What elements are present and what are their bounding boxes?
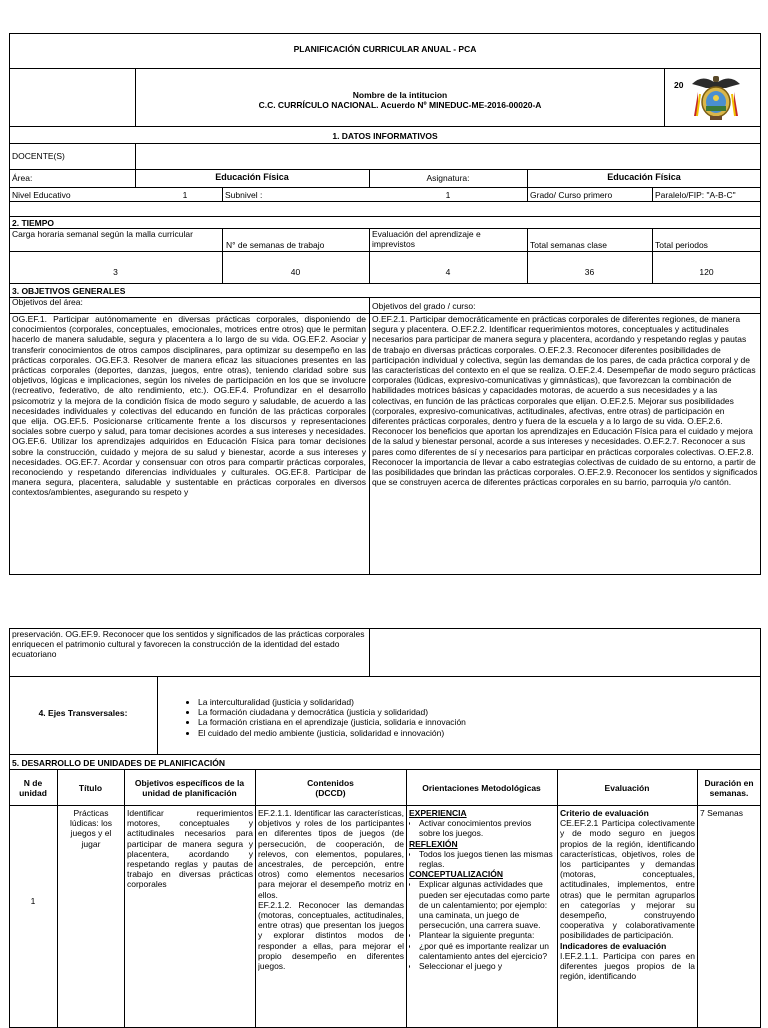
- orient-experiencia-heading: EXPERIENCIA: [409, 808, 467, 818]
- area-label: Área:: [12, 173, 33, 183]
- docente-value-cell: [135, 143, 136, 169]
- orient-item: • Seleccionar el juego y: [419, 961, 555, 971]
- objetivos-grado-label: Objetivos del grado / curso:: [372, 301, 476, 311]
- ejes-item: • El cuidado del medio ambiente (justicia, solidaridad e innovación): [198, 728, 748, 738]
- grid-line: [652, 187, 653, 201]
- objetivos-area-label: Objetivos del área:: [12, 297, 83, 307]
- eval-criterio-text: CE.EF.2.1 Participa colectivamente y de modo seguro en juegos propios de la región, identificando características, objetivos, roles de los participantes y demandas (motoras, conceptuales, actitudinales, implementos, entre otras) que le permitan agruparlos en categorías y mejorar su desempeño, construyendo cooperativa y colaborativamente posibilidades de participación.: [560, 818, 695, 941]
- unit-contenido-item: EF.2.1.1. Identificar las características, objetivos y roles de los participantes en diferentes tipos de juegos (de persecución, de cooperación, de relevos, con elementos, populares, ancestrales, de percepción, entre otros) como elementos necesarios para mejorar el desempeño motriz en ellos.: [258, 808, 404, 900]
- orient-item: • Todos los juegos tienen las mismas reglas.: [419, 849, 555, 869]
- divider: [9, 143, 761, 144]
- col-header-numero: N de unidad: [19, 778, 47, 799]
- tiempo-value: 40: [290, 267, 301, 277]
- unit-contenido-item: EF.2.1.2. Reconocer las demandas (motoras, conceptuales, actitudinales, entre otras) que presentan los juegos y explorar distintos modos de responder a ellas, para mejorar el propio desempeño en diferentes juegos.: [258, 899, 404, 972]
- grid-line: [369, 297, 370, 575]
- grid-line: [369, 628, 370, 676]
- grid-line: [406, 769, 407, 1028]
- grid-line: [527, 187, 528, 201]
- year-label: 20: [674, 80, 684, 90]
- orient-reflexion-heading: REFLEXIÓN: [409, 838, 458, 849]
- objetivos-area-text: OG.EF.1. Participar autónomamente en diversas prácticas corporales, disponiendo de conocimientos (corporales, conceptuales, emocionales, motrices entre otros) que le permitan hacerlo de manera saludable, segura y placentera a lo largo de su vida. OG.EF.2. Asociar y transferir conocimientos de otros campos disciplinares, para optimizar su desempeño en las prácticas corporales. OG.EF.3. Resolver de manera eficaz las situaciones presentes en las prácticas corporales (deportes, danzas, juegos, entre otras), teniendo claridad sobre sus objetivos, lógicas e implicaciones, según los niveles de participación en los que se involucre (recreativo, federativo, de alto rendimiento, etc.). OG.EF.4. Profundizar en el desarrollo psicomotriz y la mejora de la condición física de modo seguro y saludable, de acuerdo a las necesidades individuales y colectivas del educando en función de las prácticas corporales que elija. OG.EF.5. Posicionarse críticamente frente a los discursos y representaciones sociales sobre cuerpo y salud, para tomar decisiones acordes a sus intereses y necesidades. OG.EF.6. Utilizar los aprendizajes adquiridos en Educación Física para tomar decisiones sobre la construcción, cuidado y mejora de su salud y bienestar, acorde a sus intereses y necesidades. OG.EF.7. Acordar y consensuar con otros para compartir prácticas corporales, reconociendo y respetando diferencias individuales y culturales. OG.EF.8. Participar de manera segura, placentera, saludable y sustentable en prácticas corporales en diversos contextos/ambientes, asegurando su respeto y: [12, 314, 366, 498]
- col-header-objetivos: Objetivos específicos de la unidad de planificación: [134, 778, 245, 799]
- divider: [9, 769, 761, 770]
- docente-label: DOCENTE(S): [12, 151, 65, 161]
- section-desarrollo-title: 5. DESARROLLO DE UNIDADES DE PLANIFICACIÓN: [12, 758, 225, 768]
- ejes-item: • La formación ciudadana y democrática (justicia y solidaridad): [198, 707, 748, 717]
- section-tiempo-title: 2. TIEMPO: [12, 218, 55, 228]
- ejes-label: 4. Ejes Transversales:: [38, 708, 128, 718]
- tiempo-header: Carga horaria semanal según la malla curricular: [12, 229, 193, 239]
- ejes-item: • La interculturalidad (justicia y solidaridad): [198, 697, 748, 707]
- eval-criterio-heading: Criterio de evaluación: [560, 808, 649, 818]
- grid-line: [557, 769, 558, 1028]
- orient-item: • Activar conocimientos previos sobre los juegos.: [419, 818, 555, 838]
- page-title: PLANIFICACIÓN CURRICULAR ANUAL - PCA: [293, 44, 477, 54]
- grado-label: Grado/ Curso primero: [530, 190, 613, 200]
- grid-line: [124, 769, 125, 1028]
- divider: [9, 187, 761, 188]
- asignatura-label: Asignatura:: [426, 173, 470, 183]
- unit-numero: 1: [30, 896, 36, 906]
- tiempo-header: Evaluación del aprendizaje e imprevistos: [372, 229, 481, 250]
- unit-contenidos: [258, 808, 404, 1024]
- divider: [9, 126, 761, 127]
- institution-label: Nombre de la intitucion: [352, 90, 448, 100]
- divider: [9, 676, 761, 677]
- area-value: Educación Física: [215, 172, 289, 182]
- col-header-duracion: Duración en semanas.: [704, 778, 754, 799]
- ecuador-coat-of-arms-logo: [688, 70, 744, 122]
- curriculum-label: C.C. CURRÍCULO NACIONAL. Acuerdo Nº MINEDUC-ME-2016-00020-A: [258, 100, 542, 110]
- objetivos-continuation-text: preservación. OG.EF.9. Reconocer que los sentidos y significados de las prácticas corporales enriquecen el patrimonio cultural y favorecen la construcción de la identidad del estado ecuatoriano: [12, 629, 365, 660]
- unit-duracion: 7 Semanas: [700, 808, 743, 818]
- section-objetivos-title: 3. OBJETIVOS GENERALES: [12, 286, 126, 296]
- divider: [9, 297, 761, 298]
- col-header-contenidos-line: Contenidos: [307, 778, 354, 788]
- divider: [9, 754, 761, 755]
- grid-line: [222, 187, 223, 201]
- tiempo-value: 120: [699, 267, 714, 277]
- section-datos-title: 1. DATOS INFORMATIVOS: [332, 131, 438, 141]
- orient-concept-heading: CONCEPTUALIZACIÓN: [409, 869, 503, 880]
- tiempo-header: Total periodos: [655, 240, 708, 250]
- paralelo-label: Paralelo/FIP: "A-B-C": [655, 190, 736, 200]
- orient-item: • ¿por qué es importante realizar un calentamiento antes del ejercicio?: [419, 941, 555, 961]
- grid-line: [157, 676, 158, 754]
- ejes-item: • La formación cristiana en el aprendizaje (justicia, solidaria e innovación: [198, 717, 748, 727]
- nivel-label: Nivel Educativo: [12, 190, 71, 200]
- divider: [9, 201, 761, 202]
- unit-orientaciones: [409, 808, 555, 1024]
- eval-indicadores-heading: Indicadores de evaluación: [560, 940, 667, 951]
- grid-line: [697, 769, 698, 1028]
- col-header-orientaciones: Orientaciones Metodológicas: [422, 783, 541, 793]
- tiempo-header: N° de semanas de trabajo: [226, 240, 325, 250]
- grid-line: [57, 769, 58, 1028]
- tiempo-header: Total semanas clase: [530, 240, 608, 250]
- col-header-evaluacion: Evaluación: [604, 783, 650, 793]
- subnivel-label: Subnivel :: [225, 190, 263, 200]
- objetivos-grado-text: O.EF.2.1. Participar democráticamente en prácticas corporales de diferentes regiones, de manera segura y placentera. O.EF.2.2. Identificar requerimientos motores, conceptuales y actitudinales necesarios para participar de manera segura y placentera, acordando y respetando reglas y pautas de trabajo en diversas prácticas corporales. O.EF.2.3. Reconocer diferentes posibilidades de participación individual y colectiva, según las demandas de los pares, de cada práctica corporal y de las características del contexto en el que se realiza. O.EF.2.4. Desempeñar de modo seguro prácticas corporales (lúdicas, expresivo-comunicativas y gimnásticas), que favorezcan la combinación de habilidades motrices básicas y capacidades motoras, de acuerdo a sus necesidades y a las colectivas, en función de las prácticas corporales que elijan. O.EF.2.5. Mejorar sus posibilidades (corporales, expresivo-comunicativas, actitudinales, afectivas, entre otras) de participación en diferentes prácticas corporales, dentro y fuera de la escuela y a lo largo de su vida. O.EF.2.6. Reconocer los beneficios que aportan los aprendizajes en Educación Física para el cuidado y mejora de la salud y bienestar personal, acorde a sus intereses y necesidades. O.EF.2.7. Reconocer a sus pares como diferentes de sí y necesarios para participar en prácticas corporales colectivas. O.EF.2.8. Reconocer la importancia de llevar a cabo estrategias colectivas de cuidado de su entorno, a partir de las posibilidades que brindan las prácticas corporales. O.EF.2.9. Reconocer los sentidos y significados que se construyen acerca de diferentes prácticas corporales en su barrio, parroquia y/o cantón.: [372, 314, 758, 488]
- divider: [9, 805, 761, 806]
- unit-objetivos: Identificar requerimientos motores, conceptuales y actitudinales necesarios para participar de manera segura y placentera, acordando y respetando reglas y pautas de trabajo en diversas prácticas corporales: [127, 808, 253, 890]
- divider: [9, 283, 761, 284]
- subnivel-value: 1: [445, 190, 451, 200]
- grid-line: [255, 769, 256, 1028]
- col-header-contenidos: [255, 778, 406, 798]
- col-header-contenidos-line: (DCCD): [315, 788, 346, 799]
- unit-titulo: Prácticas lúdicas: los juegos y el jugar: [69, 808, 113, 849]
- ejes-list: [188, 697, 748, 738]
- tiempo-value: 3: [113, 267, 118, 277]
- orient-item: • Plantear la siguiente pregunta:: [419, 930, 555, 940]
- col-header-titulo: Título: [78, 783, 103, 793]
- eval-indicadores-text: I.EF.2.1.1. Participa con pares en diferentes juegos propios de la región, identificando: [560, 950, 695, 982]
- nivel-value: 1: [182, 190, 188, 200]
- divider: [9, 251, 761, 252]
- unit-evaluacion: [560, 808, 695, 1024]
- orient-item: • Explicar algunas actividades que pueden ser ejecutadas como parte de un calentamiento; por ejemplo: una caminata, un juego de persecución, una carrera suave.: [419, 879, 555, 930]
- tiempo-value: 4: [445, 267, 451, 277]
- tiempo-value: 36: [584, 267, 595, 277]
- divider: [9, 216, 761, 217]
- divider: [9, 169, 761, 170]
- asignatura-value: Educación Física: [607, 172, 681, 182]
